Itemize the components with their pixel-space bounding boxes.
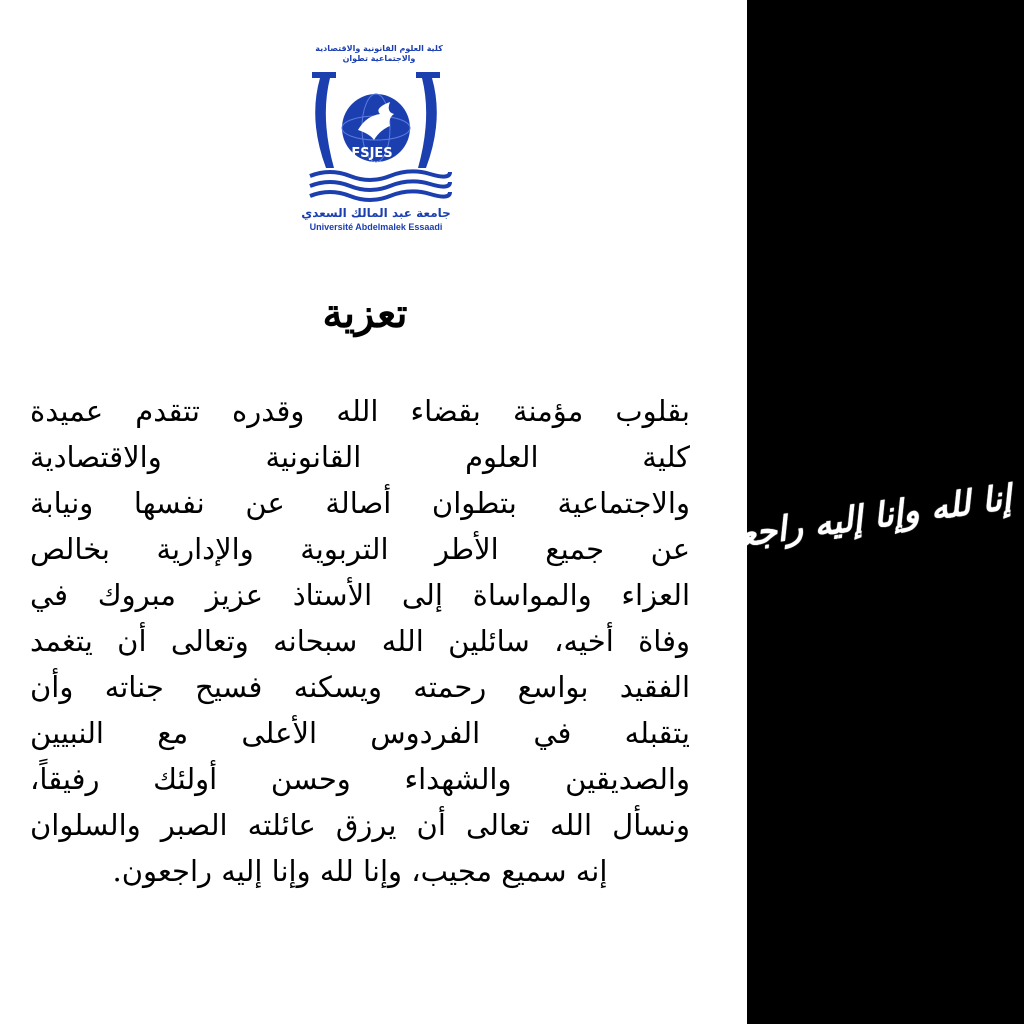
message-line: والصديقين والشهداء وحسن أولئك رفيقاً، xyxy=(30,762,690,796)
logo-left-pillar xyxy=(312,72,336,168)
logo-emblem xyxy=(300,68,452,204)
message-line-closing: إنه سميع مجيب، وإنا لله وإنا إليه راجعون. xyxy=(112,854,608,888)
page-title: تعزية xyxy=(322,290,408,337)
condolence-message xyxy=(30,388,690,894)
logo-abbreviation: FSJES xyxy=(351,146,393,161)
message-line: وفاة أخيه، سائلين الله سبحانه وتعالى أن يتغمد xyxy=(30,624,690,658)
faculty-logo xyxy=(300,40,460,240)
logo-city: TETOUAN xyxy=(356,161,388,168)
logo-wave-2 xyxy=(310,181,450,190)
message-line: الفقيد بواسع رحمته ويسكنه فسيح جناته وأن xyxy=(30,670,690,704)
message-line: العزاء والمواساة إلى الأستاذ عزيز مبروك في xyxy=(30,578,690,612)
logo-faculty-name: كلية العلوم القانونية والاقتصادية والاجتماعية تطوان xyxy=(315,44,443,63)
logo-university-arabic: جامعة عبد المالك السعدي xyxy=(301,206,451,220)
message-line: كلية العلوم القانونية والاقتصادية xyxy=(30,440,690,474)
message-line: والاجتماعية بتطوان أصالة عن نفسها ونيابة xyxy=(30,486,690,520)
logo-right-pillar xyxy=(416,72,440,168)
quran-verse-calligraphy: إنا لله وإنا إليه راجعون xyxy=(694,477,1014,562)
message-line: بقلوب مؤمنة بقضاء الله وقدره تتقدم عميدة xyxy=(30,394,690,428)
message-line: يتقبله في الفردوس الأعلى مع النبيين xyxy=(30,716,690,750)
logo-wave-3 xyxy=(310,191,450,200)
logo-university-french: Université Abdelmalek Essaadi xyxy=(309,222,443,232)
message-line: ونسأل الله تعالى أن يرزق عائلته الصبر والسلوان xyxy=(30,808,690,842)
logo-wave-1 xyxy=(310,171,450,180)
message-line: عن جميع الأطر التربوية والإدارية بخالص xyxy=(30,532,690,566)
